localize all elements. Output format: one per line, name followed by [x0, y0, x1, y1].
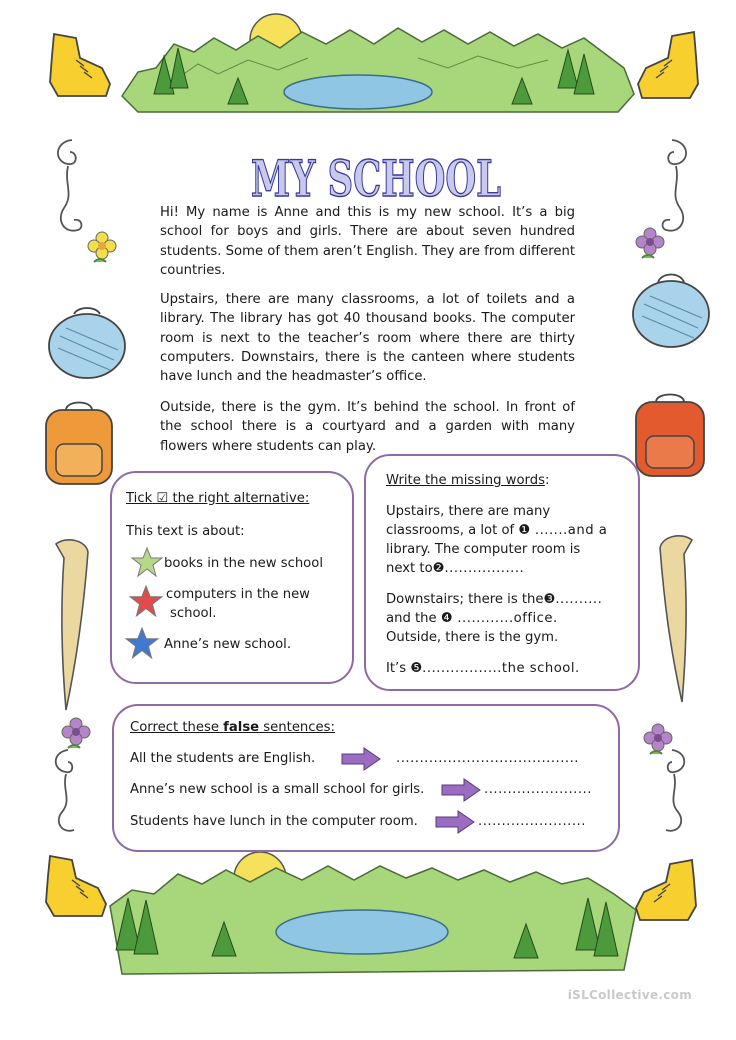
blank-2[interactable]: ................. [444, 561, 525, 576]
option-annes-school[interactable]: Anne’s new school. [164, 637, 292, 652]
bottom-landscape [106, 850, 640, 982]
missing-heading-text: Write the missing words [386, 473, 545, 488]
checkbox-icon: ☑ [156, 491, 169, 506]
false-sentence-1: All the students are English. [130, 751, 316, 766]
option-computers-cont[interactable]: school. [170, 606, 217, 621]
correct-heading-post: sentences: [259, 720, 335, 735]
star-option-1-icon[interactable] [130, 545, 164, 579]
number-3-icon: ❸ [543, 592, 556, 607]
lunchbox-right [628, 268, 714, 352]
missing-line-4a: next to [386, 561, 433, 576]
number-5-icon: ❺ [410, 661, 423, 676]
tick-heading-post: the right alternative: [172, 491, 310, 506]
number-2-icon: ❷ [432, 561, 445, 576]
backpack-left [32, 400, 124, 490]
reading-paragraph-1: Hi! My name is Anne and this is my new school. It’s a big school for boys and girls. There are about seven hundred students. Some of them aren’t English. They are from different countries. [160, 205, 576, 278]
false-sentence-2: Anne’s new school is a small school for girls. [130, 782, 425, 797]
option-books[interactable]: books in the new school [164, 556, 323, 571]
answer-blank-3[interactable]: ....................... [478, 814, 586, 829]
flower-right-purple [632, 224, 668, 266]
correct-heading-pre: Correct these [130, 720, 224, 735]
missing-words-box [364, 454, 640, 691]
tick-heading-pre: Tick [126, 491, 153, 506]
option-computers[interactable]: computers in the new [166, 587, 310, 602]
swirl-left-bottom [44, 744, 84, 840]
reading-paragraph-3: Outside, there is the gym. It’s behind the school. In front of the school there is a courtyard and a garden with many flowers where students can play. [160, 400, 575, 454]
reading-paragraph-2: Upstairs, there are many classrooms, a lot of toilets and a library. The library has got 40 thousand books. The computer room is next to the teacher’s room where there are thirty computers. Downstairs, there is the canteen where students have lunch and the headmaster’s office. [160, 292, 575, 385]
number-4-icon: ❹ [440, 611, 453, 626]
missing-line-8 [386, 659, 580, 678]
number-1-icon: ❶ [518, 523, 531, 538]
correct-heading-bold: false [223, 720, 260, 735]
star-option-2-icon[interactable] [128, 583, 164, 619]
blank-4[interactable]: ............office. [452, 611, 558, 626]
watermark: iSLCollective.com [567, 988, 692, 1002]
missing-heading [386, 471, 549, 490]
horn-right [646, 530, 702, 706]
tick-question: This text is about: [126, 524, 245, 539]
flower-left-yellow [84, 228, 120, 270]
tick-exercise-box [110, 471, 354, 684]
boot-left-top [40, 30, 114, 102]
blank-1[interactable]: .......and a [530, 523, 608, 538]
answer-blank-1[interactable]: ....................................... [396, 751, 579, 766]
arrow-right-icon [440, 777, 482, 803]
flower-right-purple-bottom [640, 720, 676, 762]
correct-heading [130, 718, 335, 737]
page-title [246, 142, 506, 208]
answer-blank-2[interactable]: ....................... [484, 782, 592, 797]
lunchbox-left [44, 302, 130, 382]
lake [276, 910, 448, 954]
lake [284, 75, 432, 109]
top-landscape [118, 8, 638, 120]
missing-line-3: library. The computer room is [386, 542, 581, 557]
blank-5[interactable]: .................the school. [422, 661, 580, 676]
false-sentence-3: Students have lunch in the computer room. [130, 814, 418, 829]
missing-line-6 [386, 609, 558, 628]
blank-3[interactable]: .......... [555, 592, 603, 607]
missing-line-5a: Downstairs; there is the [386, 592, 544, 607]
missing-line-8a: It’s [386, 661, 411, 676]
missing-line-1: Upstairs, there are many [386, 504, 551, 519]
missing-line-4 [386, 559, 524, 578]
boot-right-bottom [632, 856, 706, 926]
arrow-right-icon [434, 809, 476, 835]
horn-left [48, 534, 102, 714]
tick-heading [126, 489, 309, 508]
missing-line-2 [386, 521, 607, 540]
missing-line-5 [386, 590, 602, 609]
missing-line-2a: classrooms, a lot of [386, 523, 519, 538]
boot-left-bottom [36, 852, 110, 922]
correct-sentences-box [112, 704, 620, 852]
missing-line-6a: and the [386, 611, 441, 626]
boot-right-top [634, 28, 708, 104]
missing-line-7: Outside, there is the gym. [386, 630, 559, 645]
title-text: MY SCHOOL [251, 149, 501, 208]
missing-heading-colon: : [544, 473, 550, 488]
arrow-right-icon [340, 746, 382, 772]
star-option-3-icon[interactable] [124, 625, 160, 661]
flower-left-purple [58, 714, 94, 756]
